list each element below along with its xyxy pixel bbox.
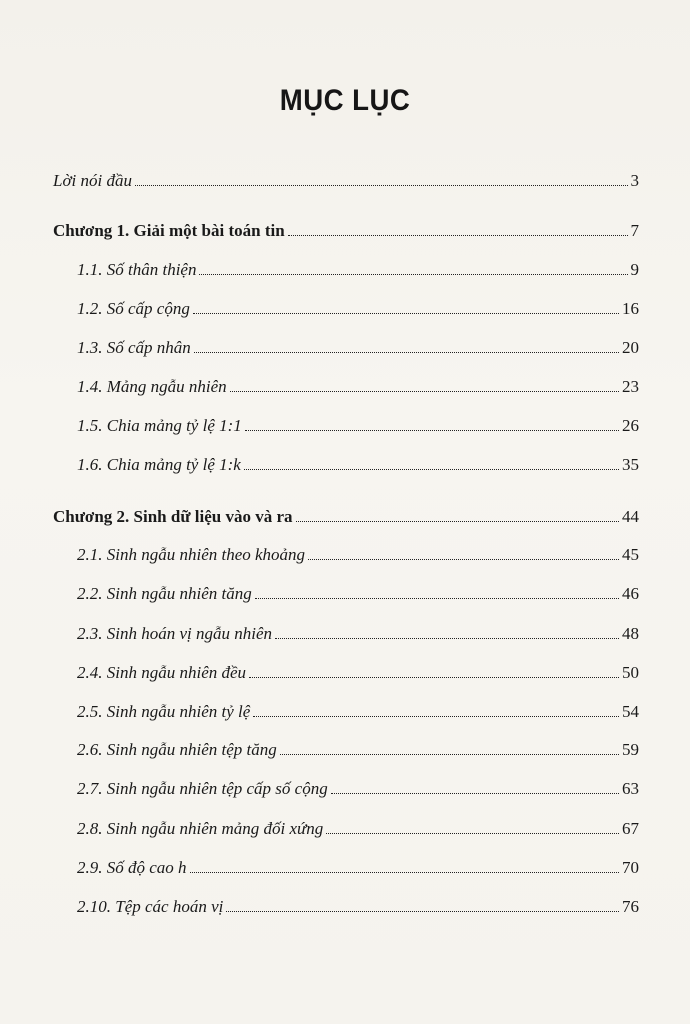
toc-leader-dots — [255, 598, 619, 599]
toc-entry-preface — [53, 170, 639, 192]
toc-entry-page: 16 — [622, 299, 639, 318]
toc-entry-page: 63 — [622, 779, 639, 798]
toc-entry-section — [77, 857, 639, 879]
toc-entry-page: 35 — [622, 455, 639, 474]
toc-entry-page: 7 — [630, 221, 639, 240]
toc-entry-section — [77, 778, 639, 800]
toc-entry-page: 76 — [622, 897, 639, 916]
toc-entry-label: 1.5. Chia mảng tỷ lệ 1:1 — [77, 416, 242, 435]
toc-entry-section — [77, 739, 639, 761]
toc-entry-section — [77, 298, 639, 320]
toc-entry-label: 2.7. Sinh ngẫu nhiên tệp cấp số cộng — [77, 779, 328, 798]
toc-leader-dots — [226, 911, 619, 912]
toc-entry-section — [77, 544, 639, 566]
toc-entry-page: 44 — [622, 507, 639, 526]
toc-entry-page: 70 — [622, 858, 639, 877]
toc-entry-section — [77, 818, 639, 840]
toc-leader-dots — [288, 235, 628, 236]
toc-leader-dots — [244, 469, 619, 470]
toc-entry-page: 3 — [630, 171, 639, 190]
toc-entry-page: 20 — [622, 338, 639, 357]
toc-entry-page: 67 — [622, 819, 639, 838]
toc-leader-dots — [199, 274, 627, 275]
toc-leader-dots — [245, 430, 619, 431]
toc-leader-dots — [194, 352, 619, 353]
toc-entry-page: 46 — [622, 584, 639, 603]
toc-entry-label: 1.2. Số cấp cộng — [77, 299, 190, 318]
toc-entry-section — [77, 701, 639, 723]
toc-leader-dots — [308, 559, 619, 560]
toc-entry-label: 2.5. Sinh ngẫu nhiên tỷ lệ — [77, 702, 251, 721]
toc-entry-section — [77, 623, 639, 645]
toc-entry-label: 2.9. Số độ cao h — [77, 858, 187, 877]
toc-entry-page: 23 — [622, 377, 639, 396]
page-title: MỤC LỤC — [279, 84, 411, 117]
toc-entry-page: 54 — [622, 702, 639, 721]
toc-leader-dots — [190, 872, 619, 873]
toc-entry-label: 2.6. Sinh ngẫu nhiên tệp tăng — [77, 740, 277, 759]
toc-leader-dots — [253, 716, 619, 717]
toc-leader-dots — [230, 391, 619, 392]
toc-entry-page: 50 — [622, 663, 639, 682]
toc-entry-section — [77, 337, 639, 359]
toc-entry-label: Chương 1. Giải một bài toán tin — [53, 221, 285, 240]
toc-entry-page: 59 — [622, 740, 639, 759]
toc-entry-label: Chương 2. Sinh dữ liệu vào và ra — [53, 507, 293, 526]
toc-entry-section — [77, 454, 639, 476]
toc-entry-page: 48 — [622, 624, 639, 643]
toc-leader-dots — [249, 677, 619, 678]
toc-entry-label: Lời nói đầu — [53, 171, 132, 190]
toc-entry-label: 2.3. Sinh hoán vị ngẫu nhiên — [77, 624, 273, 643]
toc-entry-chapter — [53, 506, 639, 528]
toc-entry-label: 2.4. Sinh ngẫu nhiên đều — [77, 663, 247, 682]
toc-entry-section — [77, 662, 639, 684]
toc-entry-label: 1.1. Số thân thiện — [77, 260, 197, 279]
toc-entry-label: 2.8. Sinh ngẫu nhiên mảng đối xứng — [77, 819, 324, 838]
toc-entry-label: 1.3. Số cấp nhân — [77, 338, 191, 357]
toc-entry-page: 9 — [630, 260, 639, 279]
toc-leader-dots — [296, 521, 619, 522]
toc-leader-dots — [326, 833, 619, 834]
toc-leader-dots — [280, 754, 619, 755]
toc-leader-dots — [135, 185, 628, 186]
toc-entry-section — [77, 896, 639, 918]
toc-entry-chapter — [53, 220, 639, 242]
toc-leader-dots — [193, 313, 619, 314]
toc-entry-section — [77, 376, 639, 398]
toc-entry-label: 2.10. Tệp các hoán vị — [77, 897, 224, 916]
toc-leader-dots — [331, 793, 619, 794]
toc-leader-dots — [275, 638, 619, 639]
toc-entry-label: 2.2. Sinh ngẫu nhiên tăng — [77, 584, 252, 603]
toc-entry-section — [77, 415, 639, 437]
toc-entry-page: 45 — [622, 545, 639, 564]
toc-entry-section — [77, 259, 639, 281]
toc-entry-page: 26 — [622, 416, 639, 435]
toc-entry-label: 1.6. Chia mảng tỷ lệ 1:k — [77, 455, 241, 474]
toc-entry-section — [77, 583, 639, 605]
toc-entry-label: 1.4. Mảng ngẫu nhiên — [77, 377, 227, 396]
toc-entry-label: 2.1. Sinh ngẫu nhiên theo khoảng — [77, 545, 306, 564]
